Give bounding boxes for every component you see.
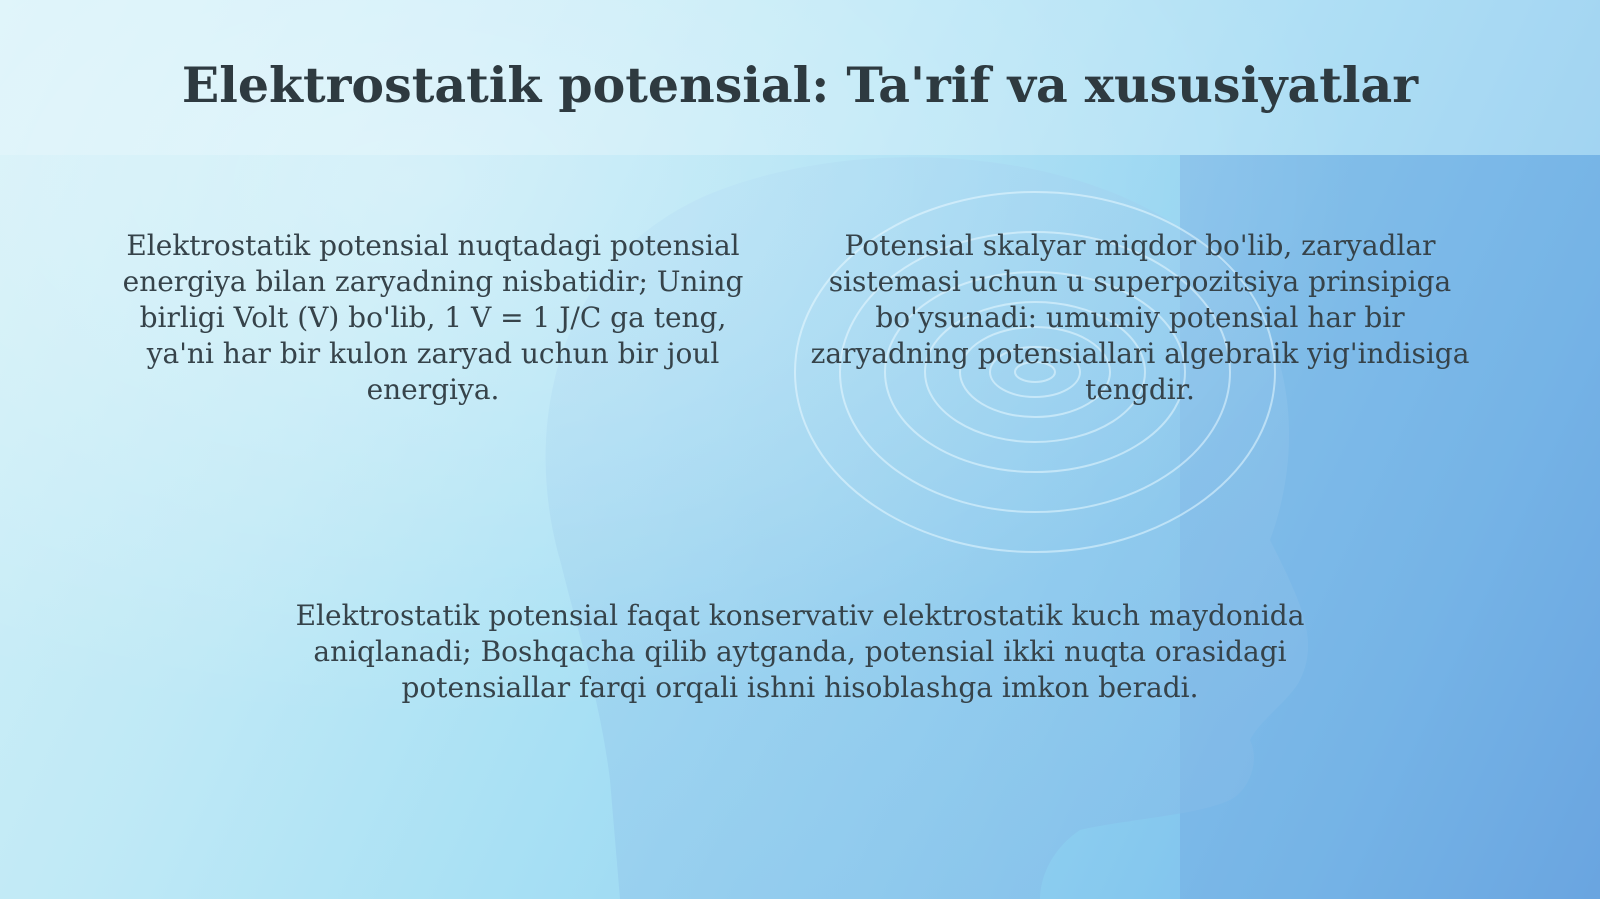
slide-title: Elektrostatik potensial: Ta'rif va xususiyatlar — [181, 56, 1419, 114]
paragraph-conservative-field: Elektrostatik potensial faqat konservativ elektrostatik kuch maydonida aniqlanadi; Boshqacha qilib aytganda, potensial ikki nuqta orasidagi potensiallar farqi orqali ishni hisoblashga imkon beradi. — [295, 599, 1305, 704]
paragraph-definition: Elektrostatik potensial nuqtadagi potensial energiya bilan zaryadning nisbatidir; Uning birligi Volt (V) bo'lib, 1 V = 1 J/C ga teng, ya'ni har bir kulon zaryad uchun bir joul energiya. — [122, 229, 744, 406]
paragraph-superposition: Potensial skalyar miqdor bo'lib, zaryadlar sistemasi uchun u superpozitsiya prinsipiga bo'ysunadi: umumiy potensial har bir zaryadning potensiallari algebraik yig'indisiga tengdir. — [810, 229, 1470, 406]
